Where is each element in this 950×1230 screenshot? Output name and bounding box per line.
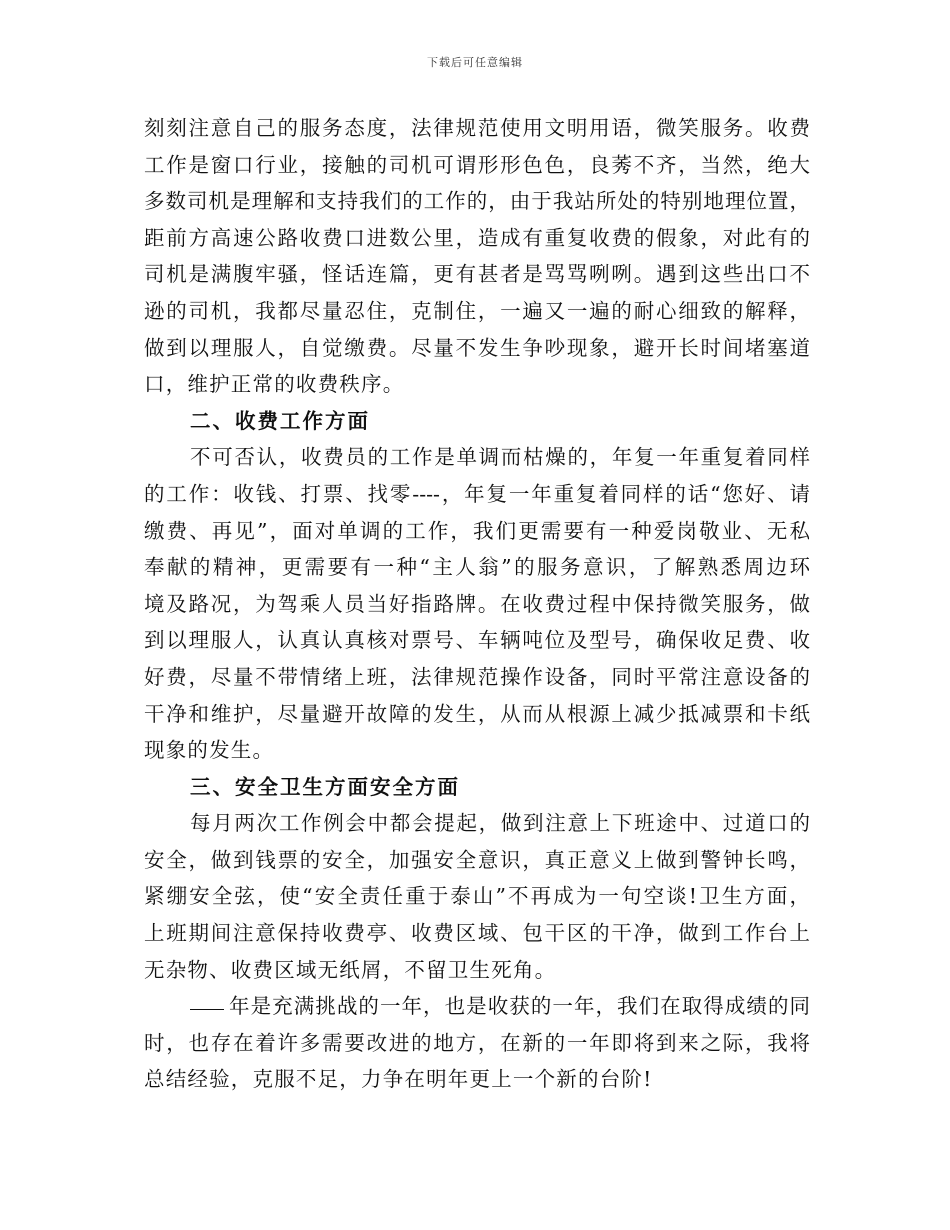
paragraph-safety-hygiene (144, 805, 810, 988)
text-line: 多数司机是理解和支持我们的工作的，由于我站所处的特别地理位置， (144, 189, 810, 214)
text-line: 时，也存在着许多需要改进的地方，在新的一年即将到来之际，我将 (144, 1030, 810, 1055)
closing-first-line-text: 年是充满挑战的一年，也是收获的一年，我们在取得成绩的同 (228, 994, 810, 1019)
text-line: 无杂物、收费区域无纸屑，不留卫生死角。 (144, 957, 557, 982)
paragraph-toll-work (144, 439, 810, 768)
text-line: 距前方高速公路收费口进数公里，造成有重复收费的假象，对此有的 (144, 225, 810, 250)
paragraph-closing (144, 988, 810, 1098)
document-body (144, 110, 810, 1098)
text-line: 缴费、再见”，面对单调的工作，我们更需要有一种爱岗敬业、无私 (144, 518, 810, 543)
year-blank (190, 989, 224, 1010)
text-line: 的工作：收钱、打票、找零----，年复一年重复着同样的话“您好、请 (144, 481, 810, 506)
text-line: 逊的司机，我都尽量忍住，克制住，一遍又一遍的耐心细致的解释， (144, 298, 810, 323)
text-line: 工作是窗口行业，接触的司机可谓形形色色，良莠不齐，当然，绝大 (144, 152, 810, 177)
section-heading-safety-hygiene: 三、安全卫生方面安全方面 (190, 774, 460, 799)
paragraph-service-attitude (144, 110, 810, 403)
text-line: 刻刻注意自己的服务态度，法律规范使用文明用语，微笑服务。收费 (144, 116, 810, 140)
text-line: 司机是满腹牢骚，怪话连篇，更有甚者是骂骂咧咧。遇到这些出口不 (144, 262, 810, 287)
text-line: 安全，做到钱票的安全，加强安全意识，真正意义上做到警钟长鸣， (144, 847, 810, 872)
text-line: 到以理服人，认真认真核对票号、车辆吨位及型号，确保收足费、收 (144, 628, 810, 653)
text-line (144, 988, 810, 1025)
text-line: 总结经验，克服不足，力争在明年更上一个新的台阶! (144, 1067, 653, 1092)
text-line: 干净和维护，尽量避开故障的发生，从而从根源上减少抵减票和卡纸 (144, 701, 810, 726)
text-line: 上班期间注意保持收费亭、收费区域、包干区的干净，做到工作台上 (144, 921, 810, 946)
page-header-note: 下载后可任意编辑 (427, 56, 523, 69)
text-line: 现象的发生。 (144, 738, 275, 763)
text-line: 口，维护正常的收费秩序。 (144, 372, 405, 397)
text-line: 奉献的精神，更需要有一种“主人翁”的服务意识，了解熟悉周边环 (144, 555, 810, 580)
section-heading-toll-work: 二、收费工作方面 (190, 408, 370, 433)
text-line: 境及路况，为驾乘人员当好指路牌。在收费过程中保持微笑服务，做 (144, 591, 810, 616)
text-line: 不可否认，收费员的工作是单调而枯燥的，年复一年重复着同样 (190, 445, 810, 470)
text-line: 好费，尽量不带情绪上班，法律规范操作设备，同时平常注意设备的 (144, 664, 810, 689)
text-line: 做到以理服人，自觉缴费。尽量不发生争吵现象，避开长时间堵塞道 (144, 335, 810, 360)
text-line: 紧绷安全弦，使“安全责任重于泰山”不再成为一句空谈!卫生方面， (144, 884, 810, 909)
text-line: 每月两次工作例会中都会提起，做到注意上下班途中、过道口的 (190, 811, 810, 836)
